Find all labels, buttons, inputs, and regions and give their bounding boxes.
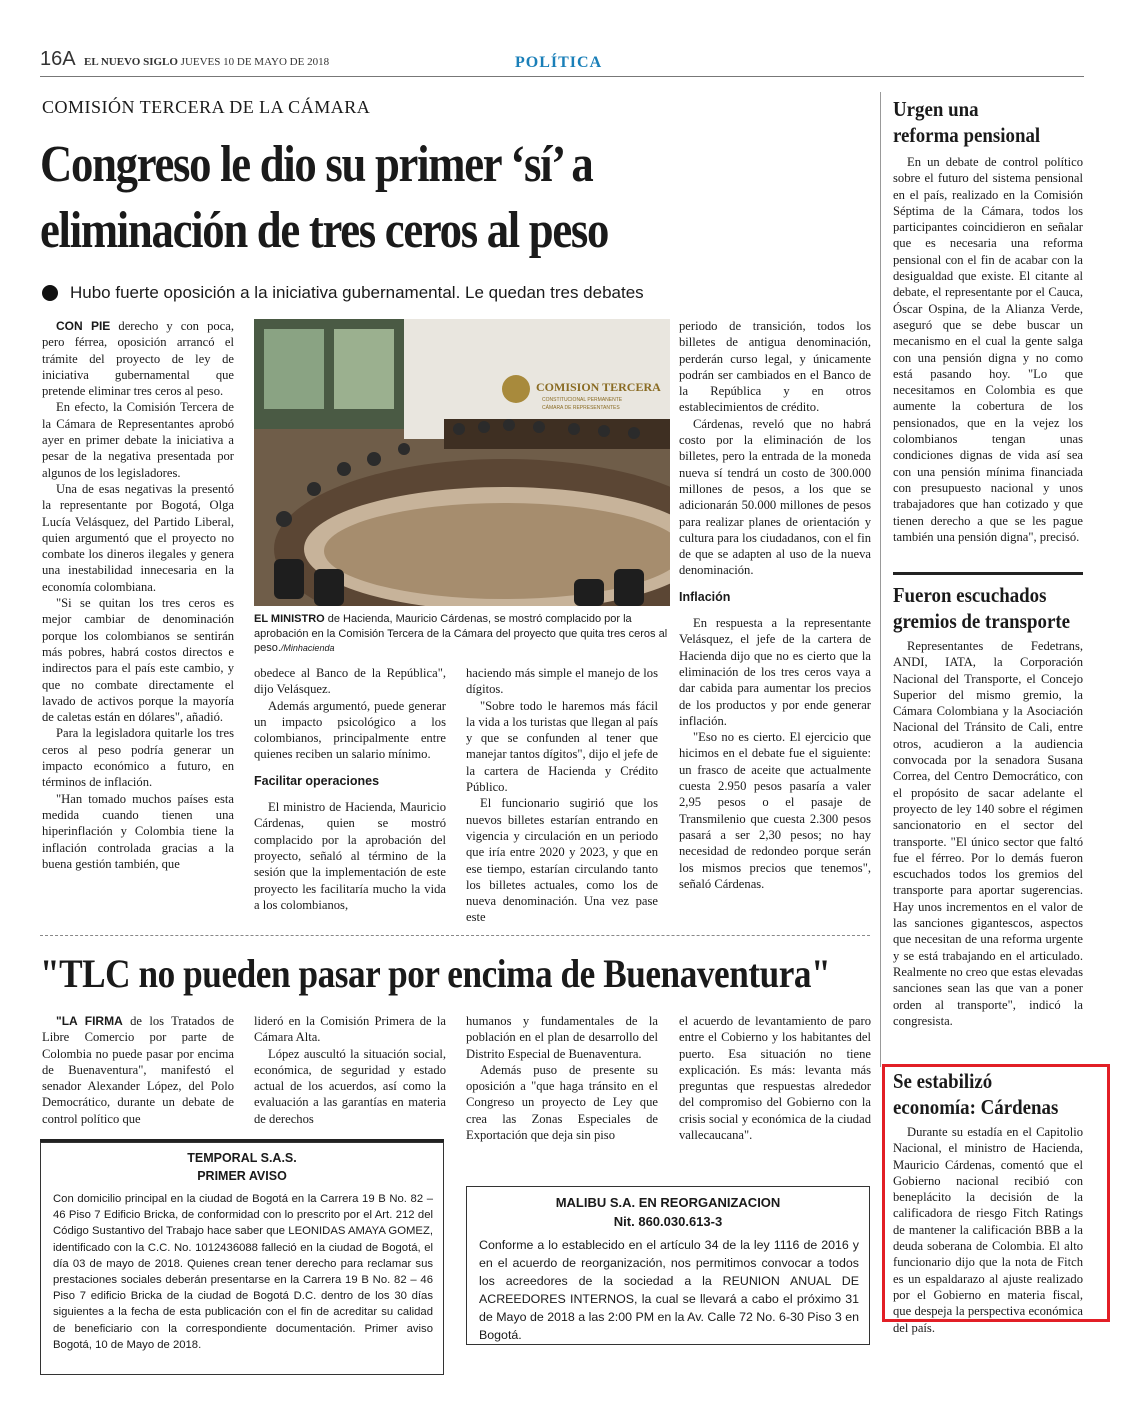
svg-text:CÁMARA DE REPRESENTANTES: CÁMARA DE REPRESENTANTES (542, 405, 620, 411)
notice-title: TEMPORAL S.A.S. (187, 1151, 297, 1165)
paper-name: EL NUEVO SIGLO (84, 56, 178, 68)
legal-notice-temporal (40, 1142, 444, 1375)
paragraph: lideró en la Comisión Primera de la Cámara Alta. (254, 1014, 446, 1045)
article-column-4 (679, 318, 871, 892)
story-divider (40, 935, 870, 936)
paragraph: Durante su estadía en el Capitolio Nacional, el ministro de Hacienda, Mauricio Cárdenas, comentó que el Gobierno nacional recibió con beneplácito la decisión de la calificadora de riesgo Fitch Ratings de mantener la calificación BBB a la deuda soberana de Colombia. El alto funcionario dijo que la nota de Fitch es un espaldarazo al ajuste realizado por el Gobierno en materia fiscal, que despeja la perspectiva económica del país. (893, 1125, 1083, 1335)
lead-in: CON PIE (56, 319, 111, 333)
paragraph: obedece al Banco de la República", dijo Velásquez. (254, 666, 446, 697)
paragraph: Para la legisladora quitarle los tres ceros al peso podría generar un impacto económico a futuro, en términos de inflación. (42, 726, 234, 790)
paragraph: Cárdenas, reveló que no habrá costo por la eliminación de los billetes, pero la entrada de la moneda nueva sí tendrá un costo de 300.000 millones de pesos, a los que se adicionarán 50.000 millones de pesos para realizar planes de orientación y cultura para los ciudadanos, con el fin de que se adapten al uso de la nueva denominación. (679, 416, 871, 578)
paragraph: "LA FIRMA de los Tratados de Libre Comercio por parte de Colombia no puede pasar por encima de Buenaventura", manifestó el senador Alexander López, del Polo Democrático, durante un debate de control político que (42, 1014, 234, 1126)
section-name: POLÍTICA (515, 54, 603, 71)
subheading: Inflación (679, 589, 731, 604)
notice-body: Con domicilio principal en la ciudad de Bogotá en la Carrera 19 B No. 82 – 46 Piso 7 Edificio Bricka, de conformidad con lo prescrito por el Art. 212 del Código Sustantivo del Trabajo hace saber que LEONIDAS AMAYA GOMEZ, identificado con la C.C. No. 1012436088 falleció en la ciudad de Bogotá, el día 03 de mayo de 2018. Quienes crean tener derecho para reclamar sus prestaciones sociales deberán presentarse en la Carrera 19 B No. 82 – 46 Piso 7 edificio Bricka de la ciudad de Bogotá D.C. dentro de los 30 días siguientes a la fecha de esta publicación con el fin de acreditar su calidad de beneficiario con la correspondiente documentación. Primer aviso Bogotá, 10 de Mayo de 2018. (53, 1193, 433, 1351)
paragraph: haciendo más simple el manejo de los dígitos. (466, 666, 658, 697)
sidebar-divider (880, 92, 881, 1067)
svg-text:CONSTITUCIONAL PERMANENTE: CONSTITUCIONAL PERMANENTE (542, 397, 623, 403)
photo-caption: EL MINISTRO de Hacienda, Mauricio Cárdenas, se mostró complacido por la aprobación en la Comisión Tercera de la Cámara del proyecto que quita tres ceros al peso./Minhacienda (254, 613, 668, 654)
story-dek (42, 283, 644, 303)
article-column-1 (42, 318, 234, 872)
paragraph: CON PIE derecho y con poca, pero férrea, oposición arrancó el trámite del proyecto de ley de iniciativa gubernamental que pretende eliminar tres ceros al peso. (42, 319, 235, 399)
sidebar-rule (893, 572, 1083, 575)
tlc-column-1 (42, 1013, 234, 1127)
paragraph: El ministro de Hacienda, Mauricio Cárdenas, quien se mostró complacido por la aprobación del proyecto, señaló al término de la sesión que la implementación de este proyecto les facilitaría mucho la vida a los colombianos, (254, 800, 446, 912)
article-column-3 (466, 665, 658, 926)
dek-text: Hubo fuerte oposición a la iniciativa gubernamental. Le quedan tres debates (70, 283, 644, 302)
paragraph: En respuesta a la representante Velásquez, el jefe de la cartera de Hacienda dijo que no es cierto que la eliminación de los tres ceros vaya a dar cabida para aumentar los precios de los productos y por ende generar inflación. (679, 616, 871, 728)
article-column-2 (254, 665, 446, 913)
subheading: Facilitar operaciones (254, 773, 380, 788)
sidebar-title-economy: Se estabilizó economía: Cárdenas (893, 1069, 1059, 1119)
paragraph: En efecto, la Comisión Tercera de la Cámara de Representantes aprobó ayer en primer debate la iniciativa a pesar de la negativa presentada por algunos de los legisladores. (42, 400, 234, 480)
paragraph: Una de esas negativas la presentó la representante por Bogotá, Olga Lucía Velásquez, del Partido Liberal, quien argumentó que el proyecto no combate los dineros ilegales y genera una inestabilidad innecesaria en la economía colombiana. (42, 481, 234, 594)
paragraph: Representantes de Fedetrans, ANDI, IATA, la Corporación Nacional del Transporte, el Concejo Superior del mismo gremio, la Cámara Colombiana y la Asociación Nacional del Tránsito de Cali, entre otros, acudieron a la audiencia convocada por la senadora Susana Correa, del Centro Democrático, con el propósito de sacar adelante el proyecto de ley 140 sobre el régimen sancionatorio en el sector del transporte. "El único sector que faltó fue el férreo. Por lo demás fueron escuchados todos los gremios del transporte para aportar sugerencias. Hay unos incrementos en el valor de las sanciones gigantescos, aspectos que necesitan de una reforma urgente y se está trabajando en el articulado. Realmente no creo que estas elevadas sanciones sean las que van a poner orden al transporte", indicó la congresista. (893, 639, 1083, 1028)
headline-line-1: Congreso le dio su primer ‘sí’ a (40, 136, 593, 193)
paragraph: Además puso de presente su oposición a "que haga tránsito en el Congreso un proyecto de Ley que crea las Zonas Especiales de Exportación que deja sin piso (466, 1062, 658, 1143)
paragraph: periodo de transición, todos los billetes de antigua denominación, perderán curso legal, y únicamente podrán ser cambiados en el Banco de la República y en otros establecimientos de crédito. (679, 319, 871, 415)
notice-subtitle: Nit. 860.030.613-3 (613, 1214, 723, 1229)
meeting-room-photo (254, 319, 670, 606)
notice-body: Conforme a lo establecido en el artículo 34 de la ley 1116 de 2016 y en el acuerdo de reorganización, nos permitimos convocar a todos los acreedores de la sociedad a la REUNION ANUAL DE ACREEDORES INTERNOS, la cual se llevará a cabo el próximo 31 de Mayo de 2018 a las 2:00 PM en la Av. Calle 72 No. 6-30 Piso 3 en Bogotá. (479, 1238, 859, 1342)
header-rule (40, 76, 1084, 77)
paragraph: "Eso no es cierto. El ejercicio que hicimos en el debate fue el siguiente: un frasco de aceite que actualmente cuesta 2.950 pesos pasaría a valer 2,95 pesos o el pasaje de Transmilenio que cuesta 2.300 pesos pasará a ser 2,30 pesos; no hay necesidad de redondeo porque serán los mismos precios que tenemos", señaló Cárdenas. (679, 730, 871, 891)
caption-lead: EL MINISTRO (254, 613, 325, 625)
paragraph: López auscultó la situación social, económica, de seguridad y estado actual de los acuerdos, así como la evaluación a las garantías en materia de derechos (254, 1046, 446, 1126)
paragraph: En un debate de control político sobre el futuro del sistema pensional en el país, realizado en la Comisión Séptima de la Cámara, todos los participantes coincidieron en señalar que es necesaria una reforma pensional con el fin de acabar con la desigualdad que existe. El citante al debate, el representante por el Cauca, Óscar Ospina, de la Alianza Verde, aseguró que se debe buscar un mecanismo en el cual la gente salga con una pensión digna y no como está pasando hoy. "Lo que necesitamos en Colombia es que aumente la cobertura de los pensionados, que en la vejez los colombianos tengan unas condiciones dignas de vida así sea con una pensión mínima financiada con presupuesto nacional y unos trabajadores que han cotizado y que tienen derecho a que se les pague también una pensión digna", precisó. (893, 155, 1083, 544)
story-headline (40, 132, 754, 264)
paragraph: "Sobre todo le haremos más fácil la vida a los turistas que llegan al país y que se confunden al tener que manejar tantos dígitos", dijo el jefe de la cartera de Hacienda y Crédito Público. (466, 698, 658, 795)
story-kicker: COMISIÓN TERCERA DE LA CÁMARA (42, 97, 371, 117)
tlc-column-2 (254, 1013, 446, 1127)
paragraph: "Si se quitan los tres ceros es mejor cambiar de denominación porque los colombianos se sentirán más pobres, habrá costos directos e indirectos para el país este cambio, y que no combate directamente el lavado de activos porque la mayoría de caletas están en dólares", añadió. (42, 596, 234, 725)
paragraph: El funcionario sugirió que los nuevos billetes estarían entrando en vigencia y circulación en un periodo que iría entre 2020 y 2023, y que en ese tiempo, estarían circulando tanto los billetes actuales, como los de nueva denominación. Una vez pase este (466, 796, 658, 925)
paragraph: el acuerdo de levantamiento de paro entre el Cobierno y los habitantes del puerto. Esa situación no tiene explicación. Es más: levanta más preguntas que respuestas alrededor del compromiso del Gobierno con la crisis social y económica de la ciudad vallecaucana". (679, 1014, 871, 1143)
sidebar-brief-pension (893, 154, 1083, 545)
bullet-icon (42, 285, 58, 301)
sidebar-title-transport: Fueron escuchados gremios de transporte (893, 583, 1071, 633)
notice-subtitle: PRIMER AVISO (197, 1169, 287, 1183)
sidebar-brief-economy (893, 1124, 1083, 1336)
sidebar-brief-transport (893, 638, 1083, 1029)
paper-dateline (84, 56, 329, 68)
photo-commission-session (254, 319, 670, 606)
page-number: 16A (40, 48, 76, 70)
tlc-headline: "TLC no pueden pasar por encima de Buenaventura" (40, 951, 831, 996)
photo-credit: /Minhacienda (280, 643, 335, 653)
paragraph: Además argumentó, puede generar un impacto psicológico a los colombianos, principalmente entre quienes reciben un salario mínimo. (254, 698, 446, 762)
paragraph: humanos y fundamentales de la población en el plan de desarrollo del Distrito Especial de Buenaventura. (466, 1014, 658, 1061)
legal-notice-malibu (466, 1186, 870, 1345)
paragraph: "Han tomado muchos países esta medida cuando tienen una hiperinflación y Colombia tiene la inflación controlada gracias a la buena gestión también, que (42, 791, 234, 871)
issue-date: JUEVES 10 DE MAYO DE 2018 (180, 56, 330, 68)
headline-line-2: eliminación de tres ceros al peso (40, 202, 609, 259)
tlc-column-4 (679, 1013, 871, 1143)
lead-in: "LA FIRMA (56, 1014, 123, 1028)
photo-sign-text: COMISION TERCERA (536, 380, 661, 394)
sidebar-title-pension: Urgen una reforma pensional (893, 97, 1041, 147)
notice-title: MALIBU S.A. EN REORGANIZACION (555, 1195, 781, 1210)
tlc-column-3 (466, 1013, 658, 1143)
